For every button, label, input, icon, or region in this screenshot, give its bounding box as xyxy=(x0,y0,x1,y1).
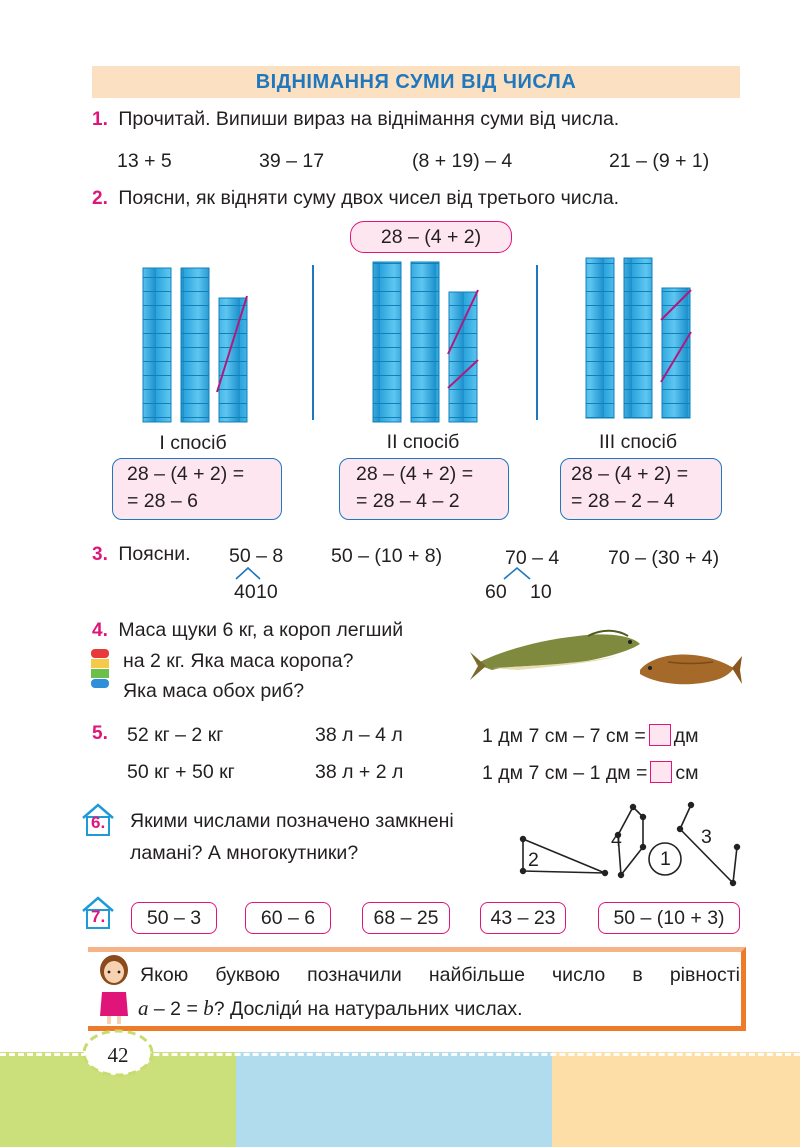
task-text: Поясни, як відняти суму двох чисел від третього числа. xyxy=(118,187,620,209)
shape-label: 1 xyxy=(660,848,671,870)
expression xyxy=(482,724,699,748)
task-number: 1. xyxy=(92,109,108,130)
expression-text: 1 дм 7 см – 7 см = xyxy=(482,725,646,747)
difficulty-levels-icon xyxy=(90,648,110,700)
expression xyxy=(482,761,699,785)
split-value: 10 xyxy=(256,581,278,603)
task-number: 2. xyxy=(92,188,108,209)
task-number: 7. xyxy=(91,907,106,926)
expression: 50 – (10 + 8) xyxy=(331,545,443,567)
answer-box[interactable] xyxy=(650,761,672,783)
top-expression-pill xyxy=(350,221,512,253)
method-box-1 xyxy=(112,458,282,520)
shape-label: 2 xyxy=(528,849,539,871)
task-text: Прочитай. Випиши вираз на віднімання суми від числа. xyxy=(118,108,620,130)
answer-box[interactable] xyxy=(649,724,671,746)
task-number: 6. xyxy=(91,813,106,832)
task-2 xyxy=(92,187,619,210)
expression: 70 – 4 xyxy=(505,547,560,569)
task-text: Якими числами позначено замкнені xyxy=(130,810,454,832)
task-number: 5. xyxy=(92,723,108,744)
unit-label: см xyxy=(675,762,699,784)
method-line: = 28 – 4 – 2 xyxy=(356,490,460,512)
method-line: 28 – (4 + 2) = xyxy=(571,463,689,485)
blocks-group-2 xyxy=(373,262,478,422)
expression-card: 50 – 3 xyxy=(131,902,217,934)
base-ten-blocks-illustration xyxy=(100,250,740,430)
expression: 21 – (9 + 1) xyxy=(609,150,710,172)
blocks-group-1 xyxy=(143,268,247,422)
task-text: Поясни. xyxy=(118,543,191,565)
task-text: Маса щуки 6 кг, а короп легший xyxy=(118,619,404,641)
method-line: 28 – (4 + 2) = xyxy=(356,463,474,485)
blocks-group-3 xyxy=(586,258,691,418)
expression: 13 + 5 xyxy=(117,150,172,172)
method-label: ІІ спосіб xyxy=(386,431,460,453)
page-number: 42 xyxy=(107,1043,129,1067)
equation-text: – 2 = xyxy=(148,998,204,1020)
method-label: ІІІ спосіб xyxy=(598,431,678,453)
task-1 xyxy=(92,108,619,131)
section-title-bar xyxy=(92,66,740,98)
page-title: ВІДНІМАННЯ СУМИ ВІД ЧИСЛА xyxy=(255,70,577,93)
expression-card: 68 – 25 xyxy=(362,902,450,934)
expression-card: 60 – 6 xyxy=(245,902,331,934)
expression: 38 л + 2 л xyxy=(315,761,404,783)
task-text: Яка маса обох риб? xyxy=(123,680,305,702)
expression: 70 – (30 + 4) xyxy=(608,547,720,569)
task-text: ламані? А многокутники? xyxy=(130,842,359,864)
challenge-line-2 xyxy=(138,996,523,1021)
challenge-text: ? Досліди́ на натуральних числах. xyxy=(213,998,523,1020)
expression: 50 – 8 xyxy=(229,545,284,567)
variable-a: a xyxy=(138,996,149,1020)
unit-label: дм xyxy=(673,725,699,747)
split-lines xyxy=(230,565,270,581)
split-lines xyxy=(498,565,538,581)
expression: 52 кг – 2 кг xyxy=(127,724,224,746)
method-box-2 xyxy=(339,458,509,520)
task-number: 3. xyxy=(92,544,108,565)
method-line: = 28 – 2 – 4 xyxy=(571,490,675,512)
expression-card: 50 – (10 + 3) xyxy=(598,902,740,934)
task-text: на 2 кг. Яка маса коропа? xyxy=(123,650,354,672)
challenge-line-1: Якою буквою позначили найбільше число в рівності xyxy=(140,964,740,986)
split-value: 10 xyxy=(530,581,552,603)
pike-icon xyxy=(470,631,640,680)
method-line: 28 – (4 + 2) = xyxy=(127,463,245,485)
footer-band-orange xyxy=(552,1052,800,1147)
pike-and-carp-illustration xyxy=(468,622,743,694)
expression: (8 + 19) – 4 xyxy=(412,150,513,172)
expression-card: 43 – 23 xyxy=(480,902,566,934)
expression-text: 1 дм 7 см – 1 дм = xyxy=(482,762,648,784)
expression: 39 – 17 xyxy=(259,150,325,172)
top-expression: 28 – (4 + 2) xyxy=(380,225,482,248)
expression: 38 л – 4 л xyxy=(315,724,403,746)
variable-b: b xyxy=(203,996,214,1020)
split-value: 60 xyxy=(485,581,507,603)
girl-character-icon xyxy=(94,952,134,1028)
split-value: 40 xyxy=(234,581,256,603)
task-3 xyxy=(92,543,191,566)
shape-label: 3 xyxy=(701,826,712,848)
carp-icon xyxy=(640,655,742,685)
shape-label: 4 xyxy=(611,829,622,851)
task-4 xyxy=(92,619,403,642)
method-label: І спосіб xyxy=(159,432,227,454)
expression: 50 кг + 50 кг xyxy=(127,761,235,783)
footer-band-blue xyxy=(236,1052,552,1147)
method-line: = 28 – 6 xyxy=(127,490,199,512)
task-number: 4. xyxy=(92,620,108,641)
method-box-3 xyxy=(560,458,722,520)
